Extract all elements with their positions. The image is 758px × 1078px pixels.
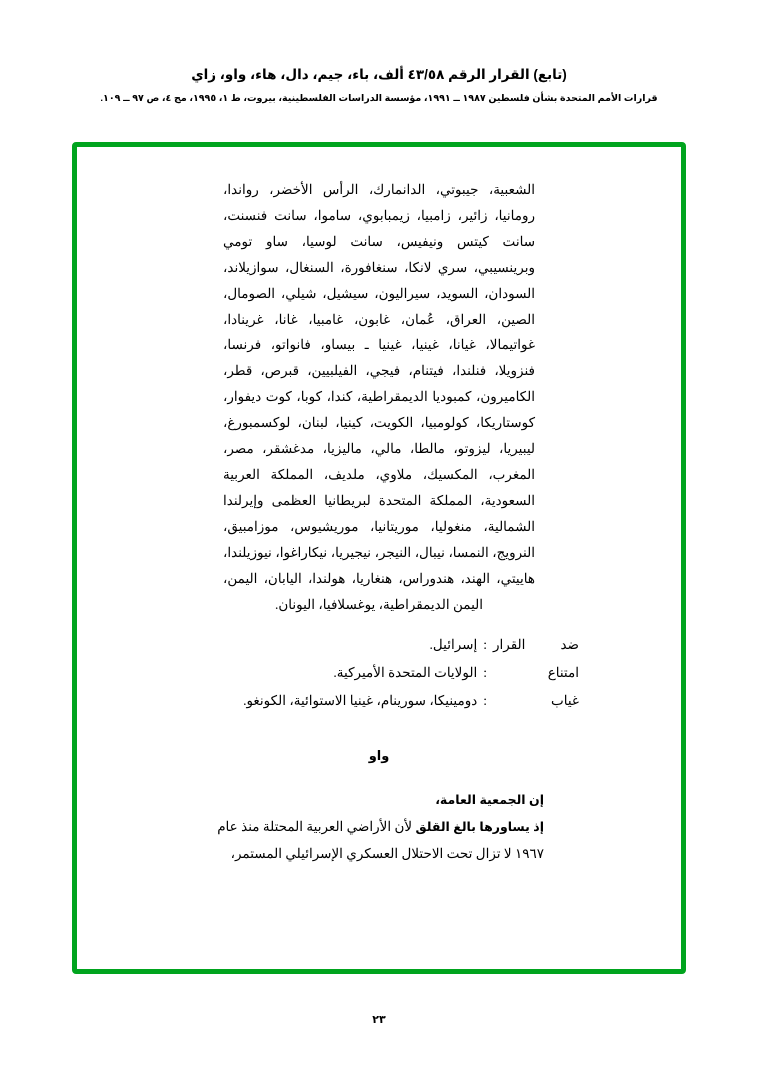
country-list-line: السويد، سيراليون، سيشيل، شيلي، الصومال،	[223, 285, 479, 301]
vote-value: دومينيكا، سورينام، غينيا الاستوائية، الكونغو.	[243, 692, 478, 708]
page-number: ٢٣	[372, 1014, 386, 1026]
country-list-line: موزامبيق، النرويج، النمسا، نيبال، النيجر،	[223, 518, 535, 560]
vote-value: الولايات المتحدة الأميركية.	[333, 665, 478, 681]
vote-label: امتناع	[547, 665, 579, 681]
vote-colon: :	[483, 665, 487, 681]
country-list-last-line: اليمن الديمقراطية، يوغسلافيا، اليونان.	[274, 596, 484, 612]
country-list-line: ملاوي، ملديف، المملكة العربية السعودية،	[223, 466, 535, 508]
frame-content	[77, 177, 681, 867]
country-list-paragraph	[223, 177, 535, 617]
header-title: (تابع) القرار الرقم ٤٣/٥٨ ألف، باء، جيم، دال، هاء، واو، زاي	[191, 67, 567, 82]
country-list-line: الفيلبيين، قبرص، قطر، الكاميرون، كمبوديا	[223, 363, 535, 405]
resolution-opening: إن الجمعية العامة،	[435, 793, 544, 808]
country-list-line: هندوراس، هنغاريا، هولندا، اليابان، اليمن،	[223, 570, 455, 586]
country-list-line: رواندا، رومانيا، زائير، زامبيا، زيمبابوي، ساموا،	[223, 182, 536, 223]
page-header	[0, 0, 758, 104]
country-list-line: لوكسمبورغ، ليبيريا، ليزوتو، مالطا، مالي،	[223, 415, 536, 457]
country-list-line: الشمالية، منغوليا، موريتانيا، موريشيوس،	[290, 518, 536, 534]
vote-label: ضد القرار	[493, 637, 579, 653]
country-list-line: لوسيا، ساو تومي وبرينسيبي، سري لانكا،	[223, 233, 535, 275]
country-list-line: غرينادا، غواتيمالا، غيانا، غينيا، غينيا ـ بيساو،	[223, 311, 536, 353]
vote-results-list	[179, 631, 579, 714]
section-letter-heading: واو	[368, 748, 390, 764]
green-content-frame	[72, 142, 686, 974]
country-list-line: الصين، العراق، عُمان، غابون، غامبيا، غانا،	[274, 311, 536, 327]
country-list-line: نيجيريا، نيكاراغوا، نيوزيلندا، هاييتي، الهند،	[223, 544, 535, 586]
resolution-paragraph-line-2: ١٩٦٧ لا تزال تحت الاحتلال العسكري الإسرائيلي المستمر،	[230, 846, 544, 862]
country-list-line: فانواتو، فرنسا، فنزويلا، فنلندا، فيتنام، فيجي،	[223, 337, 535, 379]
resolution-paragraph-lead: إذ يساورها بالغ القلق	[415, 820, 544, 835]
header-source-citation: قرارات الأمم المتحدة بشأن فلسطين ١٩٨٧ ــ ١٩٩١، مؤسسة الدراسات الفلسطينية، بيروت، ط ١، ١٩٩٥، مج ٤، ص ٩٧ ــ ١٠٩.	[100, 92, 658, 104]
country-list-line: الديمقراطية، كندا، كوبا، كوت ديفوار،	[223, 389, 428, 405]
resolution-paragraph-line-1	[214, 813, 544, 840]
country-list-line: المملكة المتحدة لبريطانيا العظمى وإيرلندا	[223, 492, 473, 508]
vote-label: غياب	[551, 692, 579, 708]
vote-row	[179, 687, 579, 715]
vote-colon: :	[483, 637, 487, 653]
country-list-line: ماليزيا، مدغشقر، مصر، المغرب، المكسيك،	[223, 441, 536, 482]
country-list-line: سنغافورة، السنغال، سوازيلاند، السودان،	[223, 259, 535, 301]
resolution-paragraph-rest: لأن الأراضي العربية المحتلة منذ عام	[217, 819, 416, 835]
vote-row	[179, 659, 579, 687]
country-list-line: كوستاريكا، كولومبيا، الكويت، كينيا، لبنان،	[297, 415, 535, 431]
country-list-line: سانت فنسنت، سانت كيتس ونيفيس، سانت	[223, 207, 535, 249]
resolution-text	[214, 788, 544, 867]
vote-value: إسرائيل.	[429, 637, 478, 653]
vote-row	[179, 631, 579, 659]
country-list-line: الشعبية، جيبوتي، الدانمارك، الرأس الأخضر،	[269, 182, 535, 197]
vote-colon: :	[483, 692, 487, 708]
